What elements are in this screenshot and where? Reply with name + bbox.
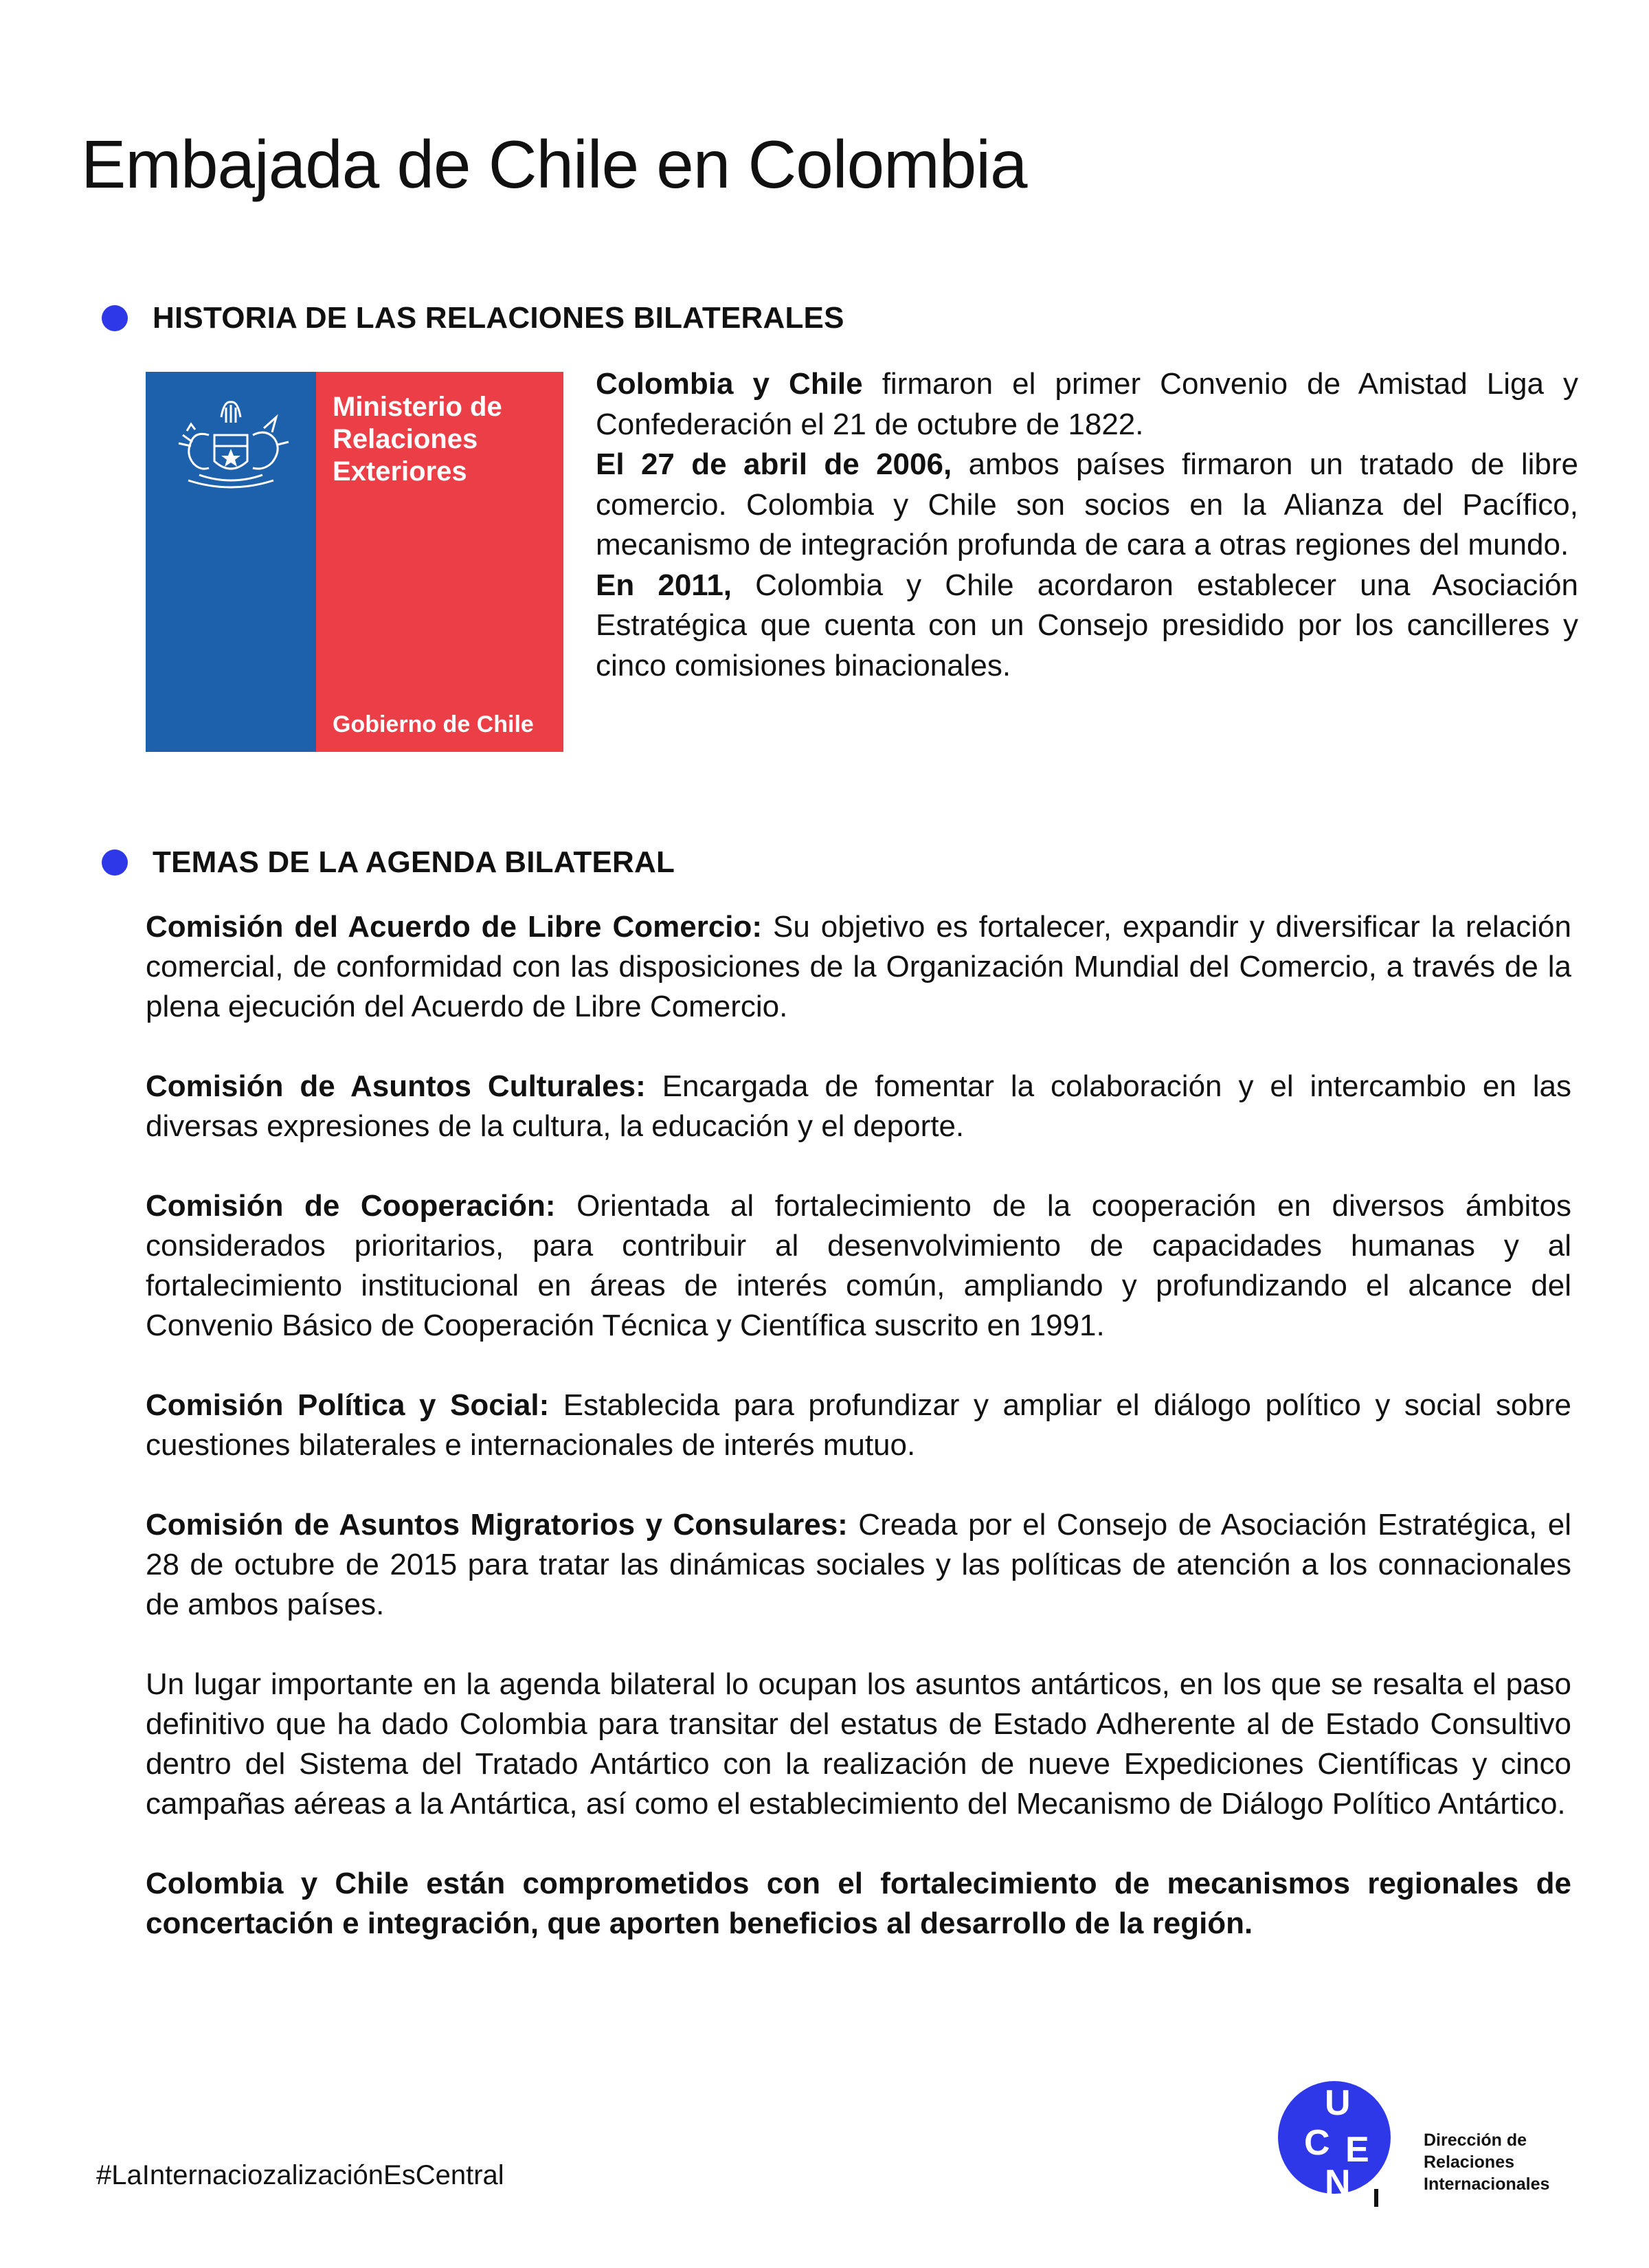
ucen-letter: E (1345, 2130, 1369, 2170)
agenda-item (146, 907, 1571, 1027)
item-body: Orientada al fortalecimiento de la cooperación en diversos ámbitos considerados prioritarios, para contribuir al desenvolvimiento de capacidades humanas y al fortalecimiento institucional en áreas de interés común, ampliando y profundizando el alcance del Convenio Básico de Cooperación Técnica y Científica suscrito en 1991. (146, 1189, 1571, 1342)
bullet-icon (102, 849, 128, 876)
agenda-section-heading (102, 845, 675, 880)
item-body: Establecida para profundizar y ampliar el diálogo político y social sobre cuestiones bilaterales e internacionales de interés mutuo. (146, 1388, 1571, 1462)
agenda-heading-text: TEMAS DE LA AGENDA BILATERAL (153, 845, 675, 879)
history-heading-text: HISTORIA DE LAS RELACIONES BILATERALES (153, 301, 844, 335)
ucen-letter: U (1325, 2083, 1351, 2123)
agenda-text (146, 907, 1571, 1983)
agenda-item (146, 1505, 1571, 1625)
history-paragraph (596, 364, 1578, 445)
bullet-icon (102, 305, 128, 331)
item-body: Encargada de fomentar la colaboración y el intercambio en las diversas expresiones de la cultura, la educación y el deporte. (146, 1069, 1572, 1143)
ucen-letter: C (1304, 2123, 1330, 2163)
history-paragraph (596, 566, 1578, 687)
page-title: Embajada de Chile en Colombia (81, 126, 1027, 202)
history-text (596, 364, 1578, 686)
item-lead: Comisión Política y Social: (146, 1388, 550, 1422)
chile-crest-icon (161, 387, 301, 511)
agenda-item (146, 1386, 1571, 1465)
hashtag: #LaInternaciozalizaciónEsCentral (96, 2160, 504, 2190)
closing-statement: Colombia y Chile están comprometidos con el fortalecimiento de mecanismos regionales de concertación e integración, que aporten beneficios al desarrollo de la región. (146, 1867, 1571, 1940)
paragraph-lead: Colombia y Chile (596, 367, 863, 401)
item-body: Su objetivo es fortalecer, expandir y diversificar la relación comercial, de conformidad con las disposiciones de la Organización Mundial del Comercio, a través de la plena ejecución del Acuerdo de Libre Comercio. (146, 910, 1571, 1023)
logo-blue-panel (146, 372, 316, 752)
paragraph-body: ambos países firmaron un tratado de libre comercio. Colombia y Chile son socios en la Alianza del Pacífico, mecanismo de integración profunda de cara a otras regiones del mundo. (596, 447, 1578, 562)
item-lead: Comisión de Asuntos Culturales: (146, 1069, 646, 1103)
logo-government-text: Gobierno de Chile (333, 711, 534, 737)
logo-red-panel (316, 372, 563, 752)
agenda-item (146, 1186, 1571, 1346)
paragraph-lead: En 2011, (596, 568, 732, 602)
item-lead: Comisión de Cooperación: (146, 1189, 556, 1223)
paragraph-lead: El 27 de abril de 2006, (596, 447, 952, 481)
item-lead: Comisión de Asuntos Migratorios y Consulares: (146, 1508, 848, 1542)
item-body: Creada por el Consejo de Asociación Estratégica, el 28 de octubre de 2015 para tratar las dinámicas sociales y las políticas de atención a los connacionales de ambos países. (146, 1508, 1571, 1621)
history-section-heading (102, 301, 844, 335)
history-paragraph (596, 445, 1578, 566)
department-name: Dirección de Relaciones Internacionales (1424, 2131, 1550, 2194)
ucen-letter: N (1325, 2163, 1351, 2203)
item-lead: Comisión del Acuerdo de Libre Comercio: (146, 910, 763, 944)
ucen-mark-accent (1374, 2189, 1378, 2207)
antarctic-paragraph: Un lugar importante en la agenda bilateral lo ocupan los asuntos antárticos, en los que se resalta el paso definitivo que ha dado Colombia para transitar del estatus de Estado Adherente al de Estado Consultivo dentro del Sistema del Tratado Antártico con la realización de nueve Expediciones Científicas y cinco campañas aéreas a la Antártica, así como el establecimiento del Mecanismo de Diálogo Político Antártico. (146, 1667, 1571, 1821)
agenda-item (146, 1067, 1571, 1146)
paragraph-body: Colombia y Chile acordaron establecer una Asociación Estratégica que cuenta con un Consejo presidido por los cancilleres y cinco comisiones binacionales. (596, 568, 1578, 682)
ministry-logo (146, 372, 563, 752)
logo-ministry-text: Ministerio de Relaciones Exteriores (333, 392, 502, 487)
ucen-logo-icon (1278, 2072, 1415, 2216)
paragraph-body: firmaron el primer Convenio de Amistad Liga y Confederación el 21 de octubre de 1822. (596, 367, 1578, 441)
